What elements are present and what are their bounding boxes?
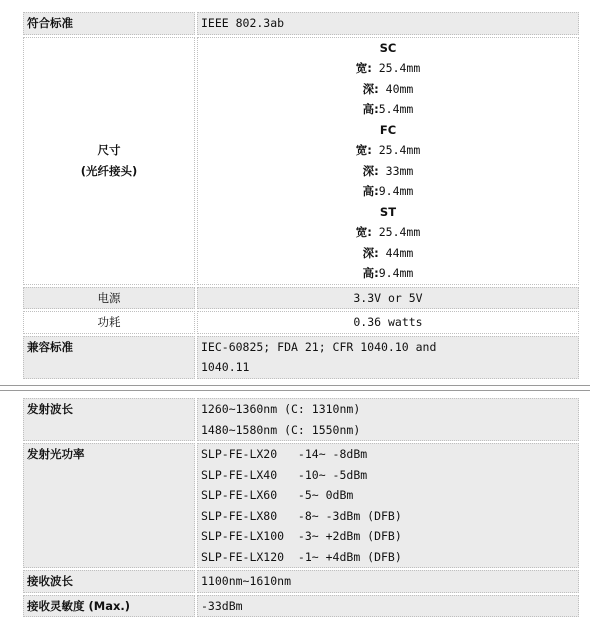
tx-power-row: SLP-FE-LX40 -10~ -5dBm	[201, 467, 368, 482]
standard-label: 符合标准	[23, 12, 195, 35]
tx-power-row: SLP-FE-LX100 -3~ +2dBm (DFB)	[201, 529, 402, 543]
spec-table-lower	[21, 396, 581, 619]
standard-value: IEEE 802.3ab	[197, 12, 579, 35]
tx-power-row: SLP-FE-LX80 -8~ -3dBm (DFB)	[201, 508, 402, 523]
dim-row: 深: 44mm	[362, 245, 414, 260]
row-tx-power	[23, 443, 579, 568]
tx-wavelength-label: 发射波长	[23, 398, 195, 441]
dim-row: 宽: 25.4mm	[355, 61, 421, 75]
consumption-label: 功耗	[23, 311, 195, 334]
dim-row: 深: 33mm	[362, 163, 414, 178]
tx-wavelength-value: 1260~1360nm (C: 1310nm) 1480~1580nm (C: 1550nm)	[197, 398, 579, 441]
rx-wavelength-label: 接收波长	[23, 570, 195, 593]
row-rx-sensitivity	[23, 595, 579, 618]
dimensions-value	[197, 37, 579, 285]
dim-group-fc: FC	[379, 122, 397, 137]
dim-row: 宽: 25.4mm	[355, 225, 421, 239]
dim-group-sc: SC	[379, 40, 397, 55]
dim-row: 高:5.4mm	[362, 102, 414, 116]
dim-row: 高:9.4mm	[362, 266, 414, 280]
tx-power-row: SLP-FE-LX120 -1~ +4dBm (DFB)	[201, 549, 402, 564]
row-power	[23, 287, 579, 310]
compat-label: 兼容标准	[23, 336, 195, 379]
page-break-separator	[0, 382, 590, 394]
tx-power-row: SLP-FE-LX20 -14~ -8dBm	[201, 447, 368, 461]
row-standard	[23, 12, 579, 35]
consumption-value: 0.36 watts	[197, 311, 579, 334]
tx-power-value	[197, 443, 579, 568]
dimensions-label-line2: (光纤接头)	[80, 163, 138, 178]
tx-power-row: SLP-FE-LX60 -5~ 0dBm	[201, 488, 354, 502]
dim-group-st: ST	[379, 204, 397, 219]
dim-row: 高:9.4mm	[362, 184, 414, 198]
row-compat	[23, 336, 579, 379]
dim-row: 宽: 25.4mm	[355, 143, 421, 157]
row-dimensions	[23, 37, 579, 285]
rx-sensitivity-label: 接收灵敏度 (Max.)	[23, 595, 195, 618]
row-tx-wavelength	[23, 398, 579, 441]
rx-wavelength-value: 1100nm~1610nm	[197, 570, 579, 593]
tx-power-label: 发射光功率	[23, 443, 195, 568]
row-consumption	[23, 311, 579, 334]
dim-row: 深: 40mm	[362, 81, 414, 96]
power-value: 3.3V or 5V	[197, 287, 579, 310]
compat-value: IEC-60825; FDA 21; CFR 1040.10 and 1040.11	[197, 336, 579, 379]
spec-table-upper	[21, 10, 581, 381]
dimensions-label	[23, 37, 195, 285]
power-label: 电源	[23, 287, 195, 310]
rx-sensitivity-value: -33dBm	[197, 595, 579, 618]
dimensions-label-line1: 尺寸	[97, 143, 121, 157]
row-rx-wavelength	[23, 570, 579, 593]
